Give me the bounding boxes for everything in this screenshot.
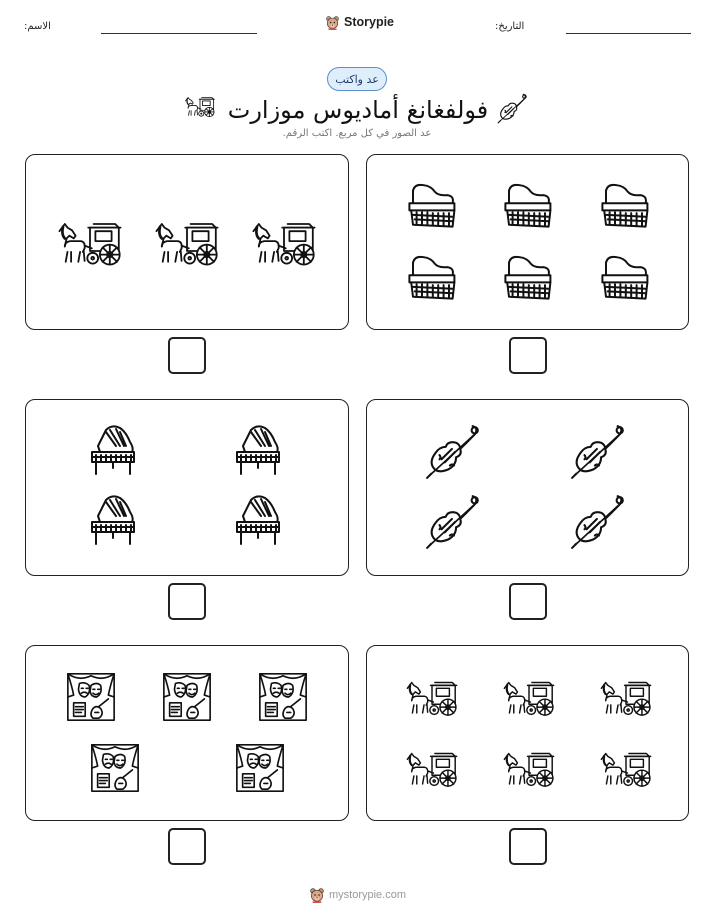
answer-box[interactable] bbox=[509, 583, 547, 620]
answer-box[interactable] bbox=[168, 337, 206, 374]
violin-icon bbox=[570, 492, 628, 550]
name-label: الاسم: bbox=[24, 21, 51, 32]
theater-violin-icon bbox=[256, 670, 310, 724]
brand-logo bbox=[325, 12, 394, 32]
horse-carriage-icon bbox=[151, 217, 223, 267]
footer bbox=[309, 884, 406, 906]
horse-carriage-icon bbox=[248, 217, 320, 267]
horse-carriage-icon bbox=[403, 676, 461, 718]
piano-icon bbox=[500, 251, 554, 303]
title-carriage-icon bbox=[183, 94, 217, 118]
counting-panel-theaters bbox=[25, 645, 349, 821]
theater-violin-icon bbox=[64, 670, 118, 724]
answer-box[interactable] bbox=[509, 828, 547, 865]
bear-logo-icon bbox=[309, 886, 325, 904]
theater-violin-icon bbox=[233, 741, 287, 795]
brand-name: Storypie bbox=[344, 15, 395, 29]
grand-piano-icon bbox=[231, 422, 287, 478]
grand-piano-icon bbox=[86, 422, 142, 478]
horse-carriage-icon bbox=[403, 747, 461, 789]
page-title: فولفغانغ أماديوس موزارت bbox=[227, 96, 489, 124]
title-violin-icon bbox=[496, 92, 530, 124]
horse-carriage-icon bbox=[500, 676, 558, 718]
horse-carriage-icon bbox=[54, 217, 126, 267]
violin-icon bbox=[425, 422, 483, 480]
violin-icon bbox=[570, 422, 628, 480]
counting-panel-grand-pianos bbox=[25, 399, 349, 576]
theater-violin-icon bbox=[160, 670, 214, 724]
horse-carriage-icon bbox=[500, 747, 558, 789]
theater-violin-icon bbox=[88, 741, 142, 795]
horse-carriage-icon bbox=[597, 747, 655, 789]
piano-icon bbox=[597, 179, 651, 231]
counting-panel-carriages bbox=[25, 154, 349, 330]
answer-box[interactable] bbox=[509, 337, 547, 374]
piano-icon bbox=[404, 251, 458, 303]
counting-panel-small-carriages bbox=[366, 645, 689, 821]
date-input-line[interactable] bbox=[566, 33, 691, 34]
answer-box[interactable] bbox=[168, 828, 206, 865]
counting-panel-pianos bbox=[366, 154, 689, 330]
piano-icon bbox=[597, 251, 651, 303]
violin-icon bbox=[425, 492, 483, 550]
horse-carriage-icon bbox=[597, 676, 655, 718]
counting-panel-violins bbox=[366, 399, 689, 576]
grand-piano-icon bbox=[231, 492, 287, 548]
bear-logo-icon bbox=[325, 14, 340, 31]
piano-icon bbox=[404, 179, 458, 231]
grand-piano-icon bbox=[86, 492, 142, 548]
date-label: التاريخ: bbox=[495, 21, 525, 32]
footer-site: mystorypie.com bbox=[329, 889, 407, 901]
activity-badge: عد واكتب bbox=[327, 67, 387, 91]
answer-box[interactable] bbox=[168, 583, 206, 620]
piano-icon bbox=[500, 179, 554, 231]
instruction-text: عد الصور في كل مربع. اكتب الرقم. bbox=[282, 128, 432, 139]
name-input-line[interactable] bbox=[101, 33, 257, 34]
